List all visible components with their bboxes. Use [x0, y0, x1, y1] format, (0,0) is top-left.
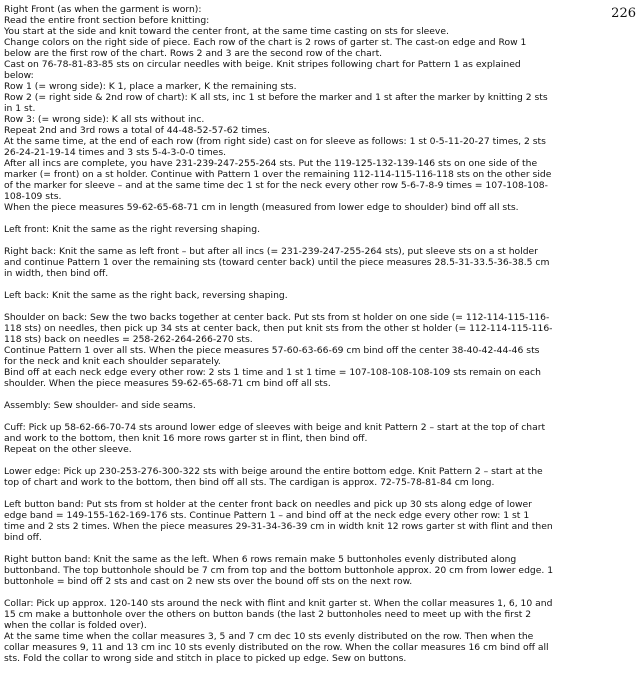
paragraph-gap: [4, 543, 636, 554]
text-line: Collar: Pick up approx. 120-140 sts around the neck with flint and knit garter st. When the collar measures 1, 6, 10 and: [4, 598, 553, 609]
text-line: After all incs are complete, you have 231-239-247-255-264 sts. Put the 119-125-132-139-146 sts on one side of the: [4, 158, 538, 169]
text-line: Right button band: Knit the same as the left. When 6 rows remain make 5 buttonholes evenly distributed along: [4, 554, 517, 565]
text-line: Bind off at each neck edge every other row: 2 sts 1 time and 1 st 1 time = 107-108-108-108-109 sts remain on each: [4, 367, 541, 378]
text-line: At the same time when the collar measures 3, 5 and 7 cm dec 10 sts evenly distributed on the row. Then when the: [4, 631, 534, 642]
text-line: in 1 st.: [4, 103, 36, 114]
text-line: Cast on 76-78-81-83-85 sts on circular needles with beige. Knit stripes following chart for Pattern 1 as explained: [4, 59, 521, 70]
text-line: At the same time, at the end of each row (from right side) cast on for sleeve as follows: 1 st 0-5-11-20-27 times, 2 sts: [4, 136, 546, 147]
text-line: Left button band: Put sts from st holder at the center front back on needles and pick up 30 sts along edge of lower: [4, 499, 532, 510]
text-line: Left back: Knit the same as the right back, reversing shaping.: [4, 290, 288, 301]
text-line: Left front: Knit the same as the right reversing shaping.: [4, 224, 260, 235]
text-line: When the piece measures 59-62-65-68-71 cm in length (measured from lower edge to shoulder) bind off all sts.: [4, 202, 519, 213]
text-line: buttonband. The top buttonhole should be 7 cm from top and the bottom buttonhole approx. 20 cm from lower edge. 1: [4, 565, 554, 576]
text-line: and continue Pattern 1 over the remaining sts (toward center back) until the piece measures 28.5-31-33.5-36-38.5 cm: [4, 257, 550, 268]
text-line: Assembly: Sew shoulder- and side seams.: [4, 400, 196, 411]
text-line: Row 1 (= wrong side): K 1, place a marker, K the remaining sts.: [4, 81, 297, 92]
text-line: Continue Pattern 1 over all sts. When the piece measures 57-60-63-66-69 cm bind off the center 38-40-42-44-46 sts: [4, 345, 540, 356]
text-line: Cuff: Pick up 58-62-66-70-74 sts around lower edge of sleeves with beige and knit Pattern 2 – start at the top of chart: [4, 422, 546, 433]
paragraph-gap: [4, 455, 636, 466]
text-line: You start at the side and knit toward the center front, at the same time casting on sts for sleeve.: [4, 26, 449, 37]
text-line: 118 sts) on needles, then pick up 34 sts at center back, then put knit sts from the other st holder (= 112-114-115-116-: [4, 323, 553, 334]
text-line: 26-24-21-19-14 times and 3 sts 5-4-3-0-0 times.: [4, 147, 227, 158]
text-line: of the marker for sleeve – and at the same time dec 1 st for the neck every other row 5-6-7-8-9 times = 107-108-108-: [4, 180, 548, 191]
text-line: time and 2 sts 2 times. When the piece measures 29-31-34-36-39 cm in width knit 12 rows garter st with flint and then: [4, 521, 553, 532]
text-line: Row 2 (= right side & 2nd row of chart): K all sts, inc 1 st before the marker and 1 st after the marker by knitting 2 sts: [4, 92, 548, 103]
text-line: collar measures 9, 11 and 13 cm inc 10 sts evenly distributed on the row. When the collar measures 16 cm bind off all: [4, 642, 549, 653]
text-line: shoulder. When the piece measures 59-62-65-68-71 cm bind off all sts.: [4, 378, 331, 389]
text-line: sts. Fold the collar to wrong side and stitch in place to picked up edge. Sew on buttons.: [4, 653, 407, 664]
paragraph-gap: [4, 411, 636, 422]
text-line: Repeat on the other sleeve.: [4, 444, 132, 455]
text-line: bind off.: [4, 532, 42, 543]
text-line: Repeat 2nd and 3rd rows a total of 44-48-52-57-62 times.: [4, 125, 270, 136]
paragraph-gap: [4, 389, 636, 400]
paragraph-gap: [4, 279, 636, 290]
text-line: when the collar is folded over).: [4, 620, 147, 631]
text-line: below:: [4, 70, 34, 81]
text-line: Row 3: (= wrong side): K all sts without inc.: [4, 114, 205, 125]
text-line: for the neck and knit each shoulder separately.: [4, 356, 221, 367]
paragraph-gap: [4, 213, 636, 224]
text-line: Shoulder on back: Sew the two backs together at center back. Put sts from st holder on one side (= 112-114-115-116-: [4, 312, 550, 323]
text-line: 118 sts) back on needles = 258-262-264-266-270 sts.: [4, 334, 253, 345]
pattern-text: [4, 4, 636, 664]
text-line: Right Front (as when the garment is worn):: [4, 4, 202, 15]
text-line: Change colors on the right side of piece. Each row of the chart is 2 rows of garter st. The cast-on edge and Row 1: [4, 37, 527, 48]
paragraph-gap: [4, 235, 636, 246]
text-line: in width, then bind off.: [4, 268, 109, 279]
text-line: and work to the bottom, then knit 16 more rows garter st in flint, then bind off.: [4, 433, 368, 444]
text-line: Right back: Knit the same as left front – but after all incs (= 231-239-247-255-264 sts), put sleeve sts on a st holder: [4, 246, 538, 257]
text-line: Read the entire front section before knitting:: [4, 15, 210, 26]
text-line: top of chart and work to the bottom, then bind off all sts. The cardigan is approx. 72-75-78-81-84 cm long.: [4, 477, 495, 488]
paragraph-gap: [4, 587, 636, 598]
text-line: marker (= front) on a st holder. Continue with Pattern 1 over the remaining 112-114-115-116-118 sts on the other side: [4, 169, 552, 180]
text-line: 108-109 sts.: [4, 191, 62, 202]
text-line: Lower edge: Pick up 230-253-276-300-322 sts with beige around the entire bottom edge. Knit Pattern 2 – start at the: [4, 466, 543, 477]
paragraph-gap: [4, 488, 636, 499]
text-line: below are the first row of the chart. Rows 2 and 3 are the second row of the chart.: [4, 48, 383, 59]
paragraph-gap: [4, 301, 636, 312]
text-line: edge band = 149-155-162-169-176 sts. Continue Pattern 1 – and bind off at the neck edge every other row: 1 st 1: [4, 510, 530, 521]
page-number: 226: [611, 6, 636, 21]
text-line: buttonhole = bind off 2 sts and cast on 2 new sts over the bound off sts on the next row.: [4, 576, 413, 587]
text-line: 15 cm make a buttonhole over the others on button bands (the last 2 buttonholes need to meet up with the first 2: [4, 609, 532, 620]
